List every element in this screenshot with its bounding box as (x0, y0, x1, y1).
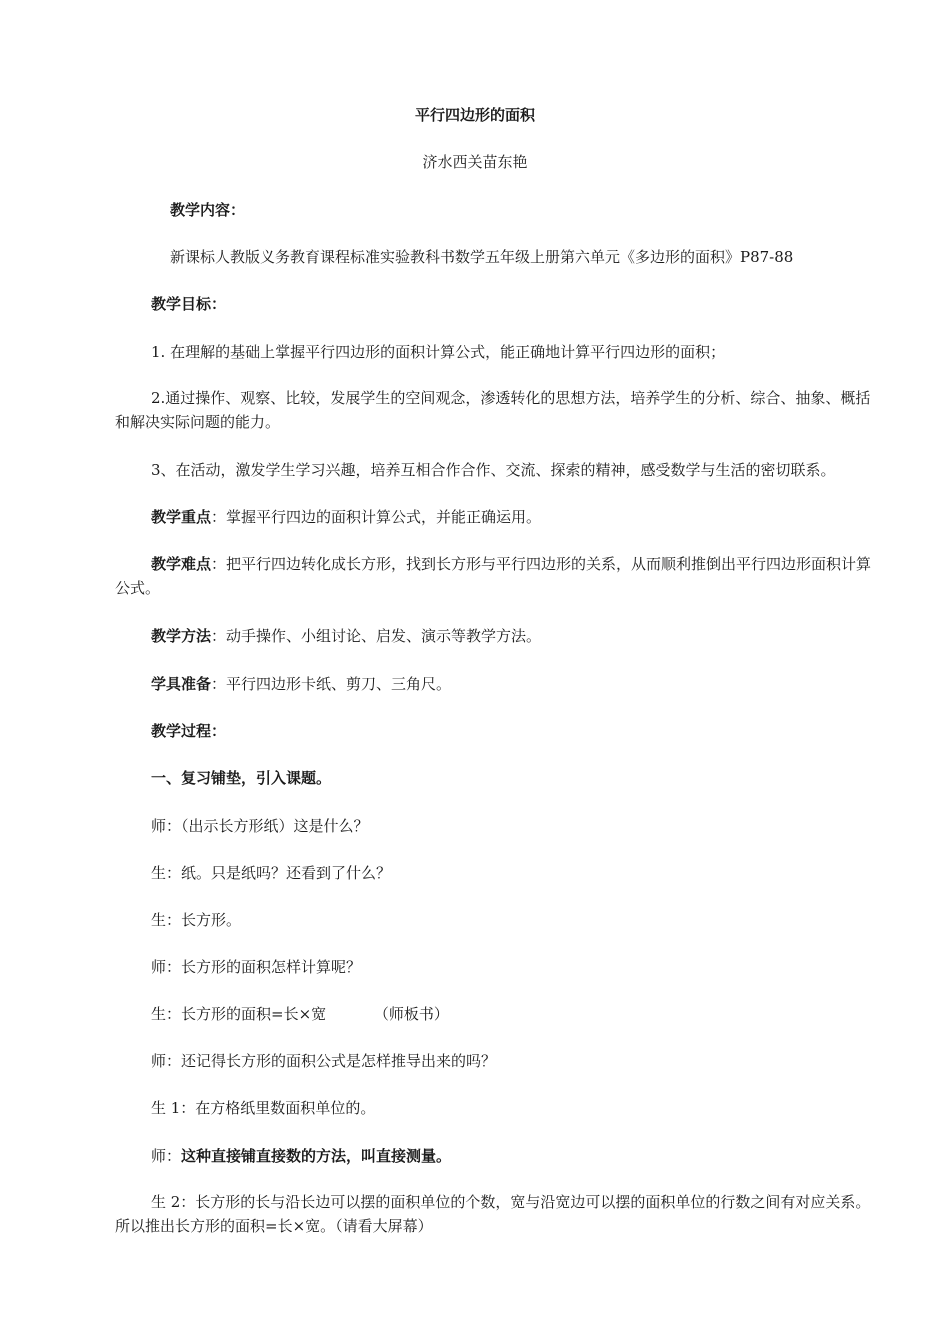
process-heading: 教学过程： (151, 722, 227, 740)
student-2-answer: 生 2：长方形的长与沿长边可以摆的面积单位的个数，宽与沿宽边可以摆的面积单位的行数之间有对应关系。所以推出长方形的面积=长×宽。（请看大屏幕） (115, 1193, 871, 1235)
goals-heading: 教学目标： (151, 295, 227, 313)
difficulty-text: ：把平行四边转化成长方形，找到长方形与平行四边形的关系，从而顺利推倒出平行四边形面积计算公式。 (115, 555, 872, 597)
tools-text: ：平行四边形卡纸、剪刀、三角尺。 (211, 675, 452, 693)
key-point-text: ：掌握平行四边的面积计算公式，并能正确运用。 (211, 508, 542, 526)
teacher-prefix: 师： (151, 1147, 182, 1165)
section-1-heading: 一、复习铺垫，引入课题。 (151, 769, 332, 787)
difficulty-point (115, 552, 875, 600)
goal-2: 2.通过操作、观察、比较，发展学生的空间观念，渗透转化的思想方法，培养学生的分析、综合、抽象、概括和解决实际问题的能力。 (115, 389, 871, 431)
teacher-direct-measure-text: 这种直接铺直接数的方法，叫直接测量。 (181, 1147, 452, 1165)
teacher-direct-measure-line (151, 1144, 451, 1168)
content-heading: 教学内容： (170, 201, 246, 219)
key-point-label: 教学重点 (151, 508, 212, 526)
goal-1: 1. 在理解的基础上掌握平行四边形的面积计算公式，能正确地计算平行四边形的面积； (151, 343, 726, 361)
key-point (151, 505, 541, 529)
dialogue-line: 生：纸。只是纸吗？还看到了什么？ (151, 864, 392, 882)
dialogue-line: 生：长方形的面积=长×宽 （师板书） (151, 1005, 449, 1023)
dialogue-line: 生 1：在方格纸里数面积单位的。 (151, 1099, 376, 1117)
teaching-tools (151, 672, 451, 696)
difficulty-label: 教学难点 (151, 555, 212, 573)
document-title: 平行四边形的面积 (414, 106, 535, 124)
dialogue-line: 师：还记得长方形的面积公式是怎样推导出来的吗？ (151, 1052, 497, 1070)
content-text: 新课标人教版义务教育课程标准实验教科书数学五年级上册第六单元《多边形的面积》P87-88 (170, 248, 794, 266)
dialogue-line: 师：（出示长方形纸）这是什么？ (151, 817, 369, 835)
method-label: 教学方法 (151, 627, 212, 645)
dialogue-line: 生：长方形。 (151, 911, 242, 929)
goal-3: 3、在活动，激发学生学习兴趣，培养互相合作合作、交流、探索的精神，感受数学与生活的密切联系。 (151, 461, 836, 479)
method-text: ：动手操作、小组讨论、启发、演示等教学方法。 (211, 627, 542, 645)
dialogue-line: 师：长方形的面积怎样计算呢？ (151, 958, 362, 976)
teaching-method (151, 624, 541, 648)
document-author: 济水西关苗东艳 (422, 153, 528, 171)
tools-label: 学具准备 (151, 675, 212, 693)
